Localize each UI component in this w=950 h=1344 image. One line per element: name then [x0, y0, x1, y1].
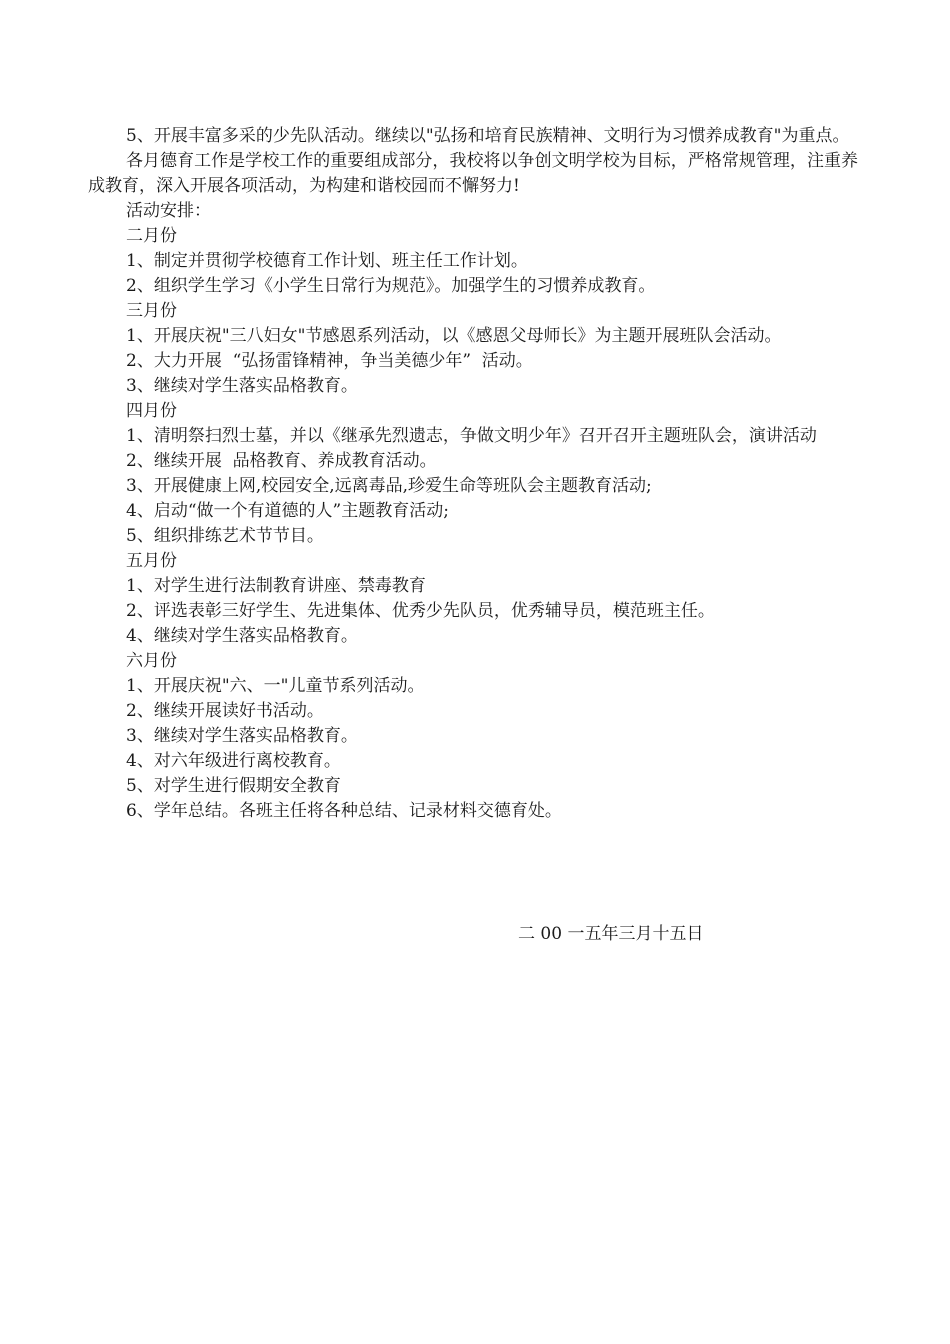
list-item: 1、对学生进行法制教育讲座、禁毒教育 — [126, 576, 426, 596]
list-item: 3、开展健康上网,校园安全,远离毒品,珍爱生命等班队会主题教育活动; — [126, 476, 652, 496]
list-item: 3、继续对学生落实品格教育。 — [126, 726, 358, 746]
list-item: 2、继续开展 品格教育、养成教育活动。 — [126, 451, 437, 471]
activities-heading: 活动安排： — [126, 201, 211, 221]
list-item: 3、继续对学生落实品格教育。 — [126, 376, 358, 396]
list-item: 2、组织学生学习《小学生日常行为规范》。加强学生的习惯养成教育。 — [126, 276, 656, 296]
list-item: 2、继续开展读好书活动。 — [126, 701, 324, 721]
list-item: 1、开展庆祝"三八妇女"节感恩系列活动，以《感恩父母师长》为主题开展班队会活动。 — [126, 326, 782, 346]
list-item: 2、大力开展 “弘扬雷锋精神，争当美德少年” 活动。 — [126, 351, 533, 371]
month-heading-april: 四月份 — [126, 401, 177, 421]
document-date: 二 00 一五年三月十五日 — [518, 924, 704, 944]
month-heading-february: 二月份 — [126, 226, 177, 246]
list-item: 1、清明祭扫烈士墓，并以《继承先烈遗志，争做文明少年》召开召开主题班队会，演讲活动 — [126, 426, 817, 446]
list-item: 1、开展庆祝"六、一"儿童节系列活动。 — [126, 676, 425, 696]
list-item: 6、学年总结。各班主任将各种总结、记录材料交德育处。 — [126, 801, 562, 821]
month-heading-may: 五月份 — [126, 551, 177, 571]
paragraph-priority: 5、开展丰富多采的少先队活动。继续以"弘扬和培育民族精神、文明行为习惯养成教育"为重点。 — [126, 126, 850, 146]
paragraph-summary: 各月德育工作是学校工作的重要组成部分，我校将以争创文明学校为目标，严格常规管理，注重养成教育，深入开展各项活动，为构建和谐校园而不懈努力! — [88, 151, 858, 196]
list-item: 5、对学生进行假期安全教育 — [126, 776, 341, 796]
list-item: 1、制定并贯彻学校德育工作计划、班主任工作计划。 — [126, 251, 528, 271]
month-heading-june: 六月份 — [126, 651, 177, 671]
list-item: 5、组织排练艺术节节目。 — [126, 526, 324, 546]
month-heading-march: 三月份 — [126, 301, 177, 321]
list-item: 4、对六年级进行离校教育。 — [126, 751, 341, 771]
list-item: 4、继续对学生落实品格教育。 — [126, 626, 358, 646]
list-item: 2、评选表彰三好学生、先进集体、优秀少先队员，优秀辅导员，模范班主任。 — [126, 601, 715, 621]
document-body — [88, 124, 858, 824]
list-item: 4、启动“做一个有道德的人”主题教育活动; — [126, 501, 449, 521]
